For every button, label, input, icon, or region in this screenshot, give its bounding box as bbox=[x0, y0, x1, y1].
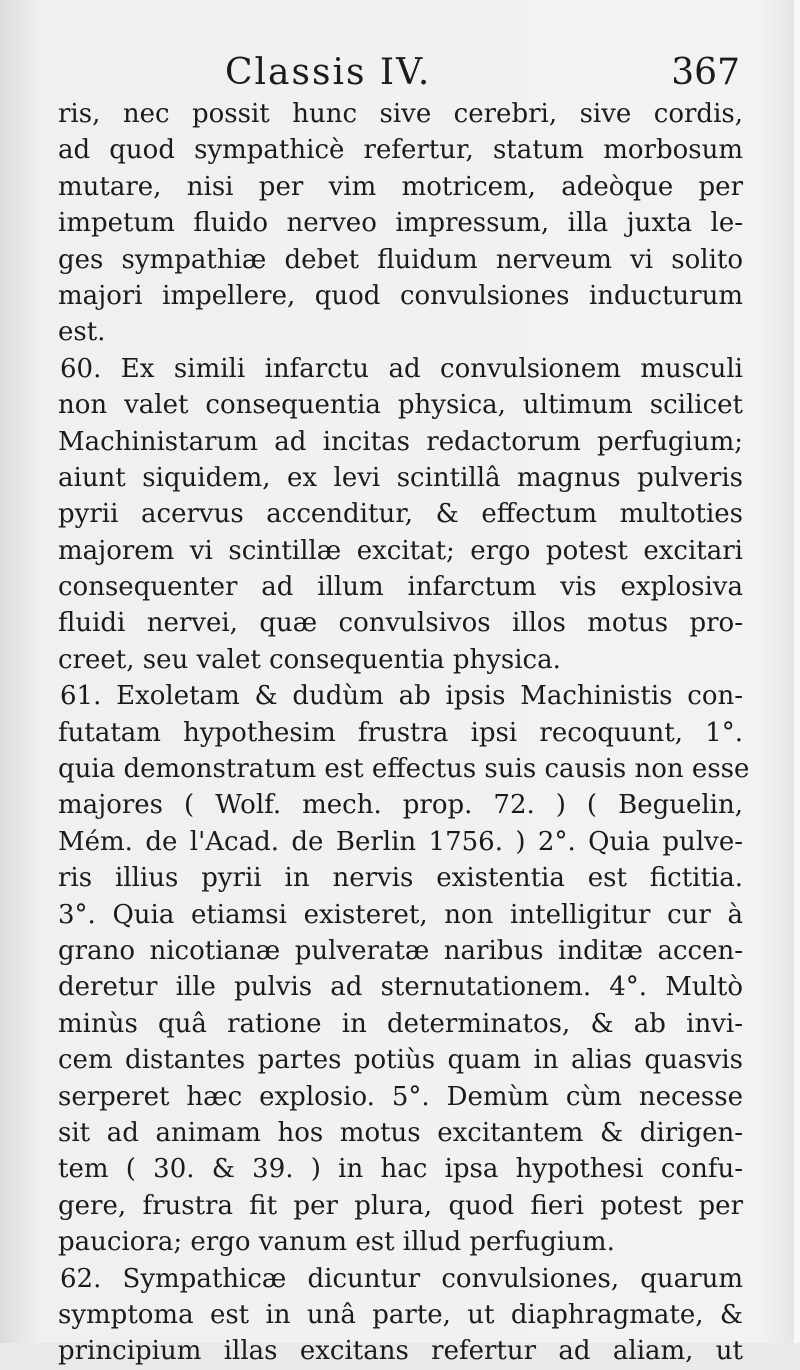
text-line: symptoma est in unâ parte, ut diaphragmate, & bbox=[58, 1299, 743, 1330]
text-line: sit ad animam hos motus excitantem & dirigen- bbox=[58, 1117, 743, 1148]
running-title: Classis IV. bbox=[225, 52, 432, 93]
text-line: Mém. de l'Acad. de Berlin 1756. ) 2°. Quia pulve- bbox=[58, 826, 743, 857]
paragraph-61-start: 61. Exoletam & dudùm ab ipsis Machinistis con- bbox=[60, 681, 743, 712]
paragraph-60-start: 60. Ex simili infarctu ad convulsionem musculi bbox=[60, 353, 743, 384]
text-line: minùs quâ ratione in determinatos, & ab invi- bbox=[58, 1008, 743, 1039]
text-line: creet, seu valet consequentia physica. bbox=[58, 644, 561, 675]
text-line: pyrii acervus accenditur, & effectum multoties bbox=[58, 499, 743, 530]
text-line: principium illas excitans refertur ad aliam, ut bbox=[58, 1336, 743, 1367]
text-line: aiunt siquidem, ex levi scintillâ magnus pulveris bbox=[58, 462, 743, 493]
text-line: consequenter ad illum infarctum vis explosiva bbox=[58, 572, 743, 603]
text-line: serperet hæc explosio. 5°. Demùm cùm necesse bbox=[58, 1081, 743, 1112]
body-text bbox=[58, 96, 750, 1370]
text-line: Machinistarum ad incitas redactorum perfugium; bbox=[58, 426, 743, 457]
text-line: ris, nec possit hunc sive cerebri, sive cordis, bbox=[58, 99, 743, 129]
text-line: cem distantes partes potiùs quam in alias quasvis bbox=[58, 1045, 743, 1076]
text-line: tem ( 30. & 39. ) in hac ipsa hypothesi confu- bbox=[58, 1154, 743, 1185]
text-line: deretur ille pulvis ad sternutationem. 4°. Multò bbox=[58, 972, 743, 1003]
paragraph-62-start: 62. Sympathicæ dicuntur convulsiones, quarum bbox=[60, 1263, 743, 1294]
text-line: ad quod sympathicè refertur, statum morbosum bbox=[58, 135, 743, 166]
text-line: majori impellere, quod convulsiones inducturum bbox=[58, 280, 743, 311]
text-line: ris illius pyrii in nervis existentia est fictitia. bbox=[58, 863, 743, 894]
page-edge bbox=[794, 0, 800, 1343]
text-line: pauciora; ergo vanum est illud perfugium. bbox=[58, 1227, 615, 1258]
text-line: grano nicotianæ pulveratæ naribus inditæ accen- bbox=[58, 935, 743, 966]
text-line: majores ( Wolf. mech. prop. 72. ) ( Beguelin, bbox=[58, 790, 743, 821]
text-line: impetum fluido nerveo impressum, illa juxta le- bbox=[58, 208, 743, 239]
text-line: mutare, nisi per vim motricem, adeòque per bbox=[58, 171, 743, 202]
text-line: 3°. Quia etiamsi existeret, non intelligitur cur à bbox=[58, 899, 743, 930]
text-line: non valet consequentia physica, ultimum scilicet bbox=[58, 390, 743, 421]
text-line: quia demonstratum est effectus suis causis non esse bbox=[58, 754, 750, 785]
page-header bbox=[60, 52, 740, 96]
page-number: 367 bbox=[671, 52, 740, 93]
text-line: fluidi nervei, quæ convulsivos illos motus pro- bbox=[58, 608, 743, 639]
text-line: est. bbox=[58, 317, 106, 348]
text-line: majorem vi scintillæ excitat; ergo potest excitari bbox=[58, 535, 743, 566]
text-line: futatam hypothesim frustra ipsi recoquunt, 1°. bbox=[58, 717, 743, 748]
text-line: ges sympathiæ debet fluidum nerveum vi solito bbox=[58, 244, 743, 275]
text-line: gere, frustra fit per plura, quod fieri potest per bbox=[58, 1190, 743, 1221]
